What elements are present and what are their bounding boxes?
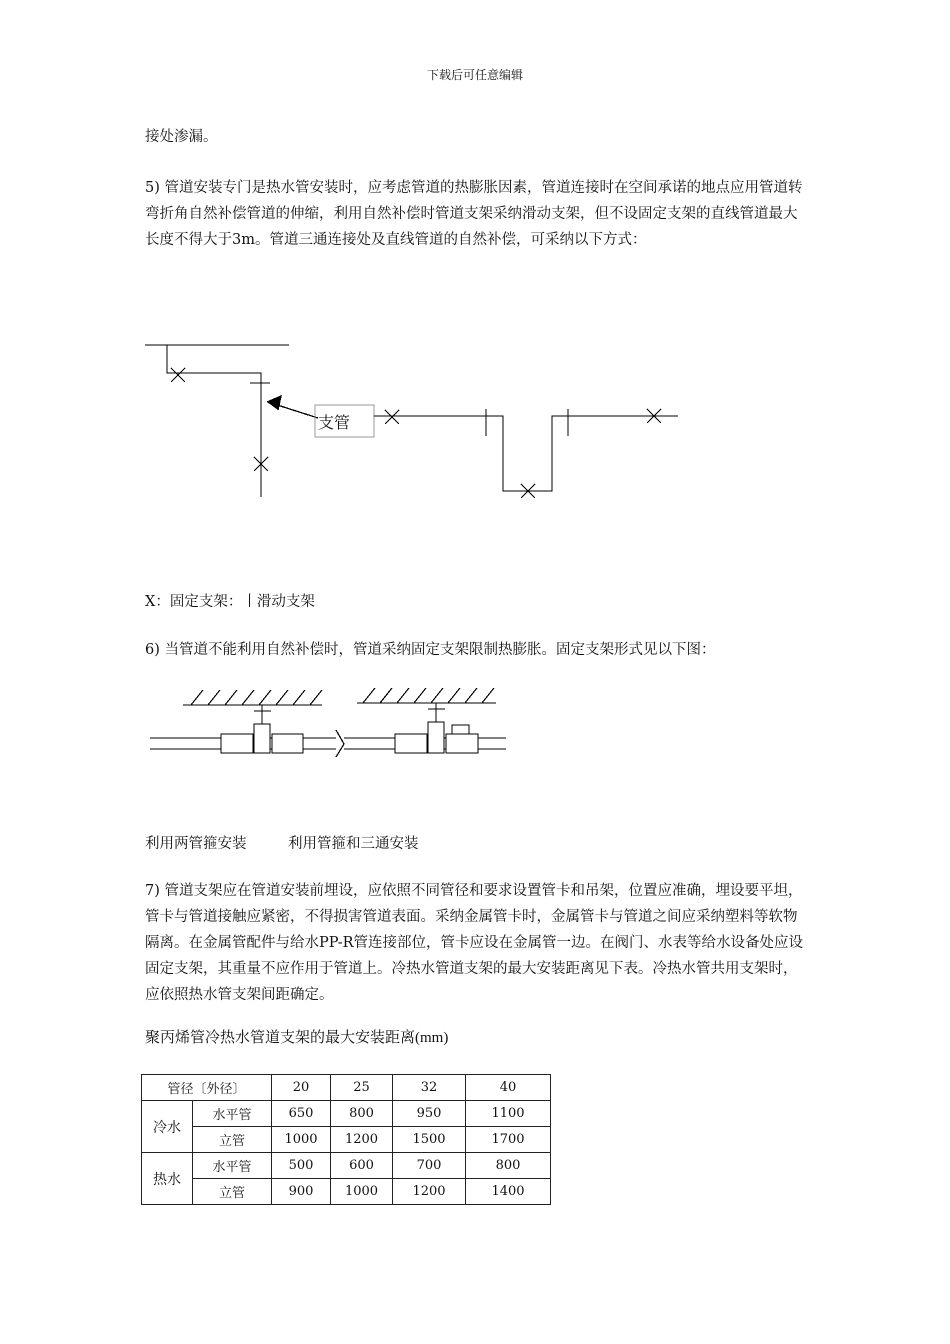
table-header-row [142, 1075, 551, 1101]
row-label: 水平管 [193, 1101, 272, 1127]
caption-two-couplings: 利用两管箍安装 [145, 836, 247, 852]
diameter-cell: 32 [393, 1075, 466, 1101]
diameter-cell: 25 [331, 1075, 393, 1101]
diameter-cell: 20 [272, 1075, 331, 1101]
table-cell: 1000 [331, 1179, 393, 1205]
page-header: 下载后可任意编辑 [426, 68, 523, 82]
table-cell: 1100 [466, 1101, 551, 1127]
table-row [142, 1127, 551, 1153]
hot-water-label: 热水 [142, 1153, 193, 1205]
table-row [142, 1179, 551, 1205]
caption-coupling-tee: 利用管箍和三通安装 [288, 836, 419, 852]
table-cell: 800 [331, 1101, 393, 1127]
table-cell: 600 [331, 1153, 393, 1179]
branch-pipe-label: 支管 [318, 413, 351, 432]
table-row [142, 1153, 551, 1179]
paragraph-6: 6) 当管道不能利用自然补偿时，管道采纳固定支架限制热膨胀。固定支架形式见以下图： [145, 642, 716, 658]
table-cell: 650 [272, 1101, 331, 1127]
row-label: 立管 [193, 1127, 272, 1153]
table-row [142, 1101, 551, 1127]
table-cell: 800 [466, 1153, 551, 1179]
table-title: 聚丙烯管冷热水管道支架的最大安装距离(mm) [145, 1030, 449, 1046]
table-cell: 1500 [393, 1127, 466, 1153]
table-cell: 1200 [331, 1127, 393, 1153]
table-cell: 1400 [466, 1179, 551, 1205]
row-label: 立管 [193, 1179, 272, 1205]
paragraph-5: 5) 管道安装专门是热水管安装时，应考虑管道的热膨胀因素，管道连接时在空间承诺的地点应用管道转弯折角自然补偿管道的伸缩，利用自然补偿时管道支架采纳滑动支架，但不设固定支架的直线管道最大长度不得大于3m。管道三通连接处及直线管道的自然补偿，可采纳以下方式： [145, 180, 803, 248]
support-spacing-table [141, 1074, 551, 1205]
paragraph-7: 7) 管道支架应在管道安装前埋设，应依照不同管径和要求设置管卡和吊架，位置应准确，埋设要平坦，管卡与管道接触应紧密，不得损害管道表面。采纳金属管卡时，金属管卡与管道之间应采纳塑料等软物隔离。在金属管配件与给水PP-R管连接部位，管卡应设在金属管一边。在阀门、水表等给水设备处应设固定支架，其重量不应作用于管道上。冷热水管道支架的最大安装距离见下表。冷热水管共用支架时，应依照热水管支架间距确定。 [145, 883, 804, 1003]
table-cell: 950 [393, 1101, 466, 1127]
table-cell: 900 [272, 1179, 331, 1205]
table-cell: 500 [272, 1153, 331, 1179]
table-cell: 1200 [393, 1179, 466, 1205]
table-cell: 700 [393, 1153, 466, 1179]
diameter-cell: 40 [466, 1075, 551, 1101]
row-label: 水平管 [193, 1153, 272, 1179]
paragraph-continuation: 接处渗漏。 [145, 129, 218, 145]
table-cell: 1000 [272, 1127, 331, 1153]
diameter-header: 管径〔外径〕 [142, 1075, 272, 1101]
support-legend: X：固定支架：丨滑动支架 [145, 594, 315, 610]
table-cell: 1700 [466, 1127, 551, 1153]
cold-water-label: 冷水 [142, 1101, 193, 1153]
